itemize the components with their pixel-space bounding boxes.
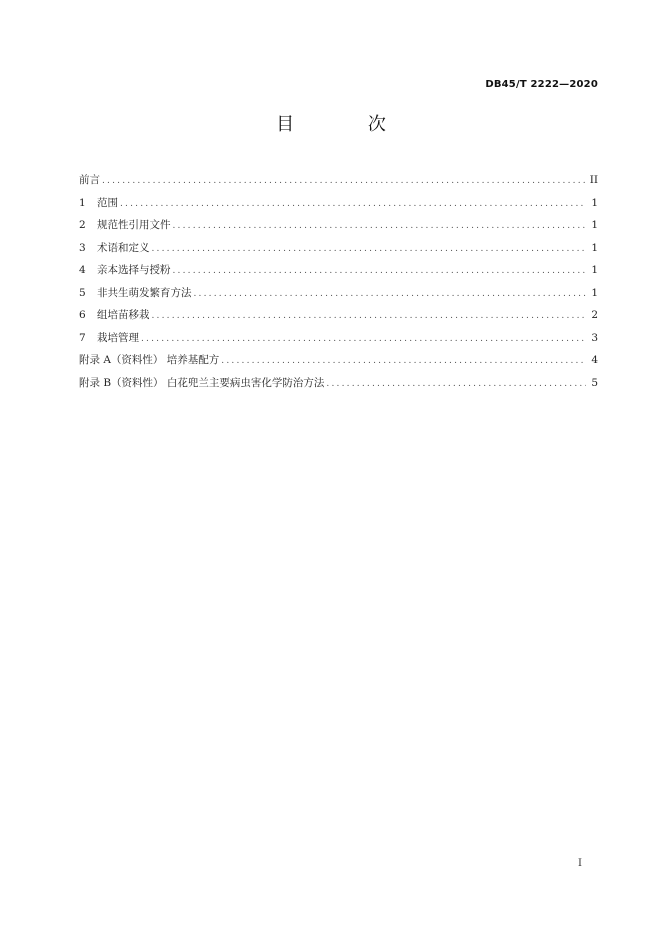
toc-entry-label: 附录 B（资料性） 白花兜兰主要病虫害化学防治方法 bbox=[79, 376, 325, 389]
toc-entry-page: 4 bbox=[591, 354, 598, 366]
toc-entry-number: 2 bbox=[79, 219, 86, 231]
toc-entry-page: 1 bbox=[591, 286, 598, 299]
toc-entry-label: 规范性引用文件 bbox=[97, 219, 171, 231]
toc-entry-label: 前言 bbox=[79, 174, 100, 186]
toc-entry-foreword[interactable] bbox=[79, 169, 598, 192]
toc-entry-appendix-a[interactable] bbox=[79, 349, 598, 372]
toc-entry-number: 4 bbox=[79, 264, 86, 276]
page-number: I bbox=[578, 858, 582, 869]
toc-entry-page: II bbox=[589, 174, 598, 186]
page-title: 目 次 bbox=[276, 114, 420, 135]
table-of-contents bbox=[79, 169, 598, 394]
toc-leader-dots bbox=[120, 193, 586, 216]
toc-entry-page: 1 bbox=[591, 196, 598, 209]
toc-leader-dots bbox=[173, 215, 587, 238]
toc-entry-label: 亲本选择与授粉 bbox=[97, 264, 171, 276]
toc-entry-page: 1 bbox=[591, 241, 598, 254]
toc-entry-appendix-b[interactable] bbox=[79, 372, 598, 395]
toc-leader-dots bbox=[141, 328, 586, 351]
toc-entry-seedling-transplant[interactable] bbox=[79, 304, 598, 327]
toc-entry-asymbiotic-germination[interactable] bbox=[79, 282, 598, 305]
toc-entry-number: 3 bbox=[79, 241, 86, 254]
toc-entry-label: 非共生萌发繁育方法 bbox=[97, 286, 192, 299]
toc-entry-parent-selection[interactable] bbox=[79, 259, 598, 282]
toc-entry-page: 5 bbox=[591, 376, 598, 389]
toc-entry-label: 组培苗移栽 bbox=[97, 309, 150, 321]
toc-entry-label: 范围 bbox=[97, 196, 118, 209]
toc-leader-dots bbox=[173, 260, 587, 283]
toc-leader-dots bbox=[221, 350, 586, 373]
toc-entry-page: 3 bbox=[591, 331, 598, 344]
toc-entry-label: 附录 A（资料性） 培养基配方 bbox=[79, 354, 220, 366]
toc-leader-dots bbox=[152, 238, 587, 261]
toc-entry-number: 1 bbox=[79, 196, 86, 209]
toc-leader-dots bbox=[326, 373, 586, 396]
toc-entry-scope[interactable] bbox=[79, 192, 598, 215]
toc-entry-terms-definitions[interactable] bbox=[79, 237, 598, 260]
document-code: DB45/T 2222—2020 bbox=[485, 79, 598, 90]
toc-entry-page: 1 bbox=[591, 264, 598, 276]
toc-entry-number: 7 bbox=[79, 331, 86, 344]
toc-leader-dots bbox=[152, 305, 587, 328]
toc-leader-dots bbox=[194, 283, 587, 306]
toc-entry-label: 栽培管理 bbox=[97, 331, 139, 344]
toc-entry-number: 5 bbox=[79, 286, 86, 299]
toc-leader-dots bbox=[102, 170, 586, 193]
toc-entry-page: 2 bbox=[591, 309, 598, 321]
toc-entry-page: 1 bbox=[591, 219, 598, 231]
toc-entry-cultivation-management[interactable] bbox=[79, 327, 598, 350]
toc-entry-number: 6 bbox=[79, 309, 86, 321]
toc-entry-normative-references[interactable] bbox=[79, 214, 598, 237]
toc-entry-label: 术语和定义 bbox=[97, 241, 150, 254]
